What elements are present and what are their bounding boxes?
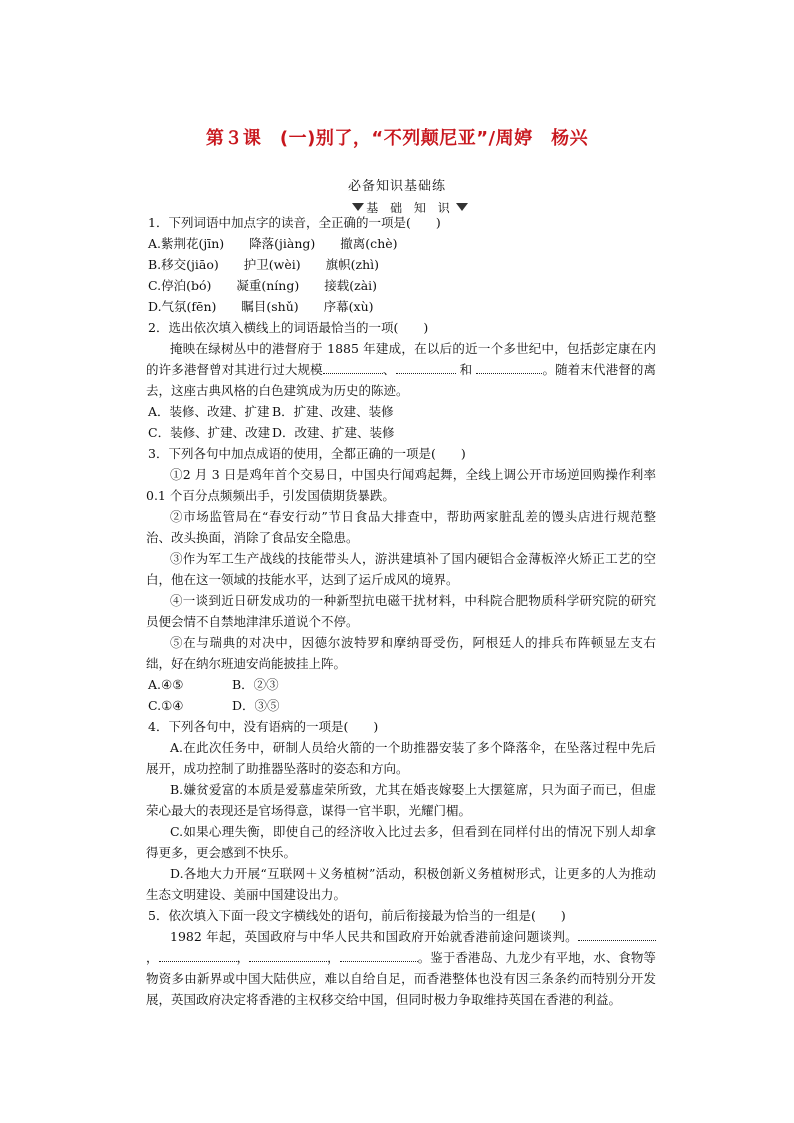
q3-option-c: C.①④ xyxy=(148,698,184,713)
q5-comma-1: ， xyxy=(146,950,159,965)
q3-sentence-4: ④一谈到近日研发成功的一种新型抗电磁干扰材料，中科院合肥物质科学研究院的研究员便会情不自禁地津津乐道说个不停。 xyxy=(146,593,656,629)
triangle-left-icon xyxy=(352,203,364,211)
q2-passage xyxy=(146,338,656,401)
q3-stem: 3．下列各句中加点成语的使用，全都正确的一项是( ) xyxy=(148,446,466,461)
q4-option-b: B.嫌贫爱富的本质是爱慕虚荣所致，尤其在婚丧嫁娶上大摆筵席，只为面子而已，但虚荣心最大的表现还是官场得意，谋得一官半职，光耀门楣。 xyxy=(146,782,656,818)
page-title: 第３课 (一)别了，“不列颠尼亚”/周婷 杨兴 xyxy=(205,128,589,149)
q2-options-ab xyxy=(146,401,656,422)
q1-option-c: C.停泊(bó) 凝重(níng) 接载(zài) xyxy=(148,278,378,293)
question-list xyxy=(146,212,656,1010)
q2-option-c: C．装修、扩建、改建 xyxy=(148,425,271,440)
q2-option-b: B．扩建、改建、装修 xyxy=(271,404,394,419)
q3-sentence-3: ③作为军工生产战线的技能带头人，游洪建填补了国内硬铝合金薄板淬火矫正工艺的空白，他在这一领域的技能水平，达到了运斤成风的境界。 xyxy=(146,551,656,587)
q5-text-b: 鉴于香港岛、九龙少有平地，水、食物等物资多由新界或中国大陆供应，难以自给自足，而香港整体也没有因三条条约而特别分开发展，英国政府决定将香港的主权移交给中国，但同时极力争取维持英国在香港的利益。 xyxy=(146,950,656,1007)
q5-comma-3: ， xyxy=(327,950,340,965)
q1-option-a: A.紫荆花(jīn) 降落(jiàng) 撤离(chè) xyxy=(148,236,398,251)
q5-comma-2: ， xyxy=(236,950,250,965)
q3-options-cd xyxy=(146,695,656,716)
q5-blank-1 xyxy=(578,928,656,941)
q4-option-a: A.在此次任务中，研制人员给火箭的一个助推器安装了多个降落伞，在坠落过程中先后展开，成功控制了助推器坠落时的姿态和方向。 xyxy=(146,740,656,776)
q3-sentence-1: ①2 月 3 日是鸡年首个交易日，中国央行闻鸡起舞，全线上调公开市场逆回购操作利率0.1 个百分点频频出手，引发国债期货暴跌。 xyxy=(146,467,656,503)
q2-sep1: 、 xyxy=(382,362,396,377)
q2-blank-1 xyxy=(323,361,383,374)
q2-blank-3 xyxy=(476,361,542,374)
banner-label: 基 础 知 识 xyxy=(366,200,454,215)
q5-text-a: 1982 年起，英国政府与中华人民共和国政府开始就香港前途问题谈判。 xyxy=(170,929,578,944)
q3-sentence-2: ②市场监管局在“春安行动”节日食品大排查中，帮助两家脏乱差的馒头店进行规范整治、改头换面，消除了食品安全隐患。 xyxy=(146,509,656,545)
q2-option-d: D．改建、扩建、装修 xyxy=(271,425,395,440)
q4-option-d: D.各地大力开展“互联网＋义务植树”活动，积极创新义务植树形式，让更多的人为推动生态文明建设、美丽中国建设出力。 xyxy=(146,866,656,902)
q2-stem: 2．选出依次填入横线上的词语最恰当的一项( ) xyxy=(148,320,429,335)
q5-passage xyxy=(146,926,656,1010)
q3-sentence-5: ⑤在与瑞典的对决中，因德尔波特罗和摩纳哥受伤，阿根廷人的排兵布阵顿显左支右绌，好在纳尔班迪安尚能披挂上阵。 xyxy=(146,635,656,671)
q5-blank-3 xyxy=(249,949,327,962)
q4-stem: 4．下列各句中，没有语病的一项是( ) xyxy=(148,719,379,734)
q2-sep2: 和 xyxy=(455,362,477,377)
triangle-right-icon xyxy=(456,203,468,211)
q5-blank-2 xyxy=(159,949,237,962)
section-title: 必备知识基础练 xyxy=(347,179,446,194)
q5-period: 。 xyxy=(417,950,431,965)
q2-options-cd xyxy=(146,422,656,443)
q5-blank-4 xyxy=(340,949,418,962)
q3-option-d: D．③⑤ xyxy=(231,698,280,713)
q5-stem: 5．依次填入下面一段文字横线处的语句，前后衔接最为恰当的一组是( ) xyxy=(148,908,566,923)
q1-option-d: D.气氛(fēn) 瞩目(shǔ) 序幕(xù) xyxy=(148,299,374,314)
q2-option-a: A．装修、改建、扩建 xyxy=(148,404,270,419)
q1-option-b: B.移交(jiāo) 护卫(wèi) 旗帜(zhì) xyxy=(148,257,380,272)
q3-option-a: A.④⑤ xyxy=(148,677,184,692)
q1-stem: 1．下列词语中加点字的读音，全正确的一项是( ) xyxy=(148,215,441,230)
q2-text-b: 。随着末代港督的离去，这座古典风格的白色建筑成为历史的陈迹。 xyxy=(146,362,656,398)
q4-option-c: C.如果心理失衡，即使自己的经济收入比过去多，但看到在同样付出的情况下别人却拿得更多，更会感到不快乐。 xyxy=(146,824,656,860)
q2-blank-2 xyxy=(396,361,456,374)
q3-option-b: B．②③ xyxy=(231,677,279,692)
q2-text-a: 掩映在绿树丛中的港督府于 1885 年建成，在以后的近一个多世纪中，包括彭定康在内的许多港督曾对其进行过大规模 xyxy=(146,341,656,377)
q3-options-ab xyxy=(146,674,656,695)
